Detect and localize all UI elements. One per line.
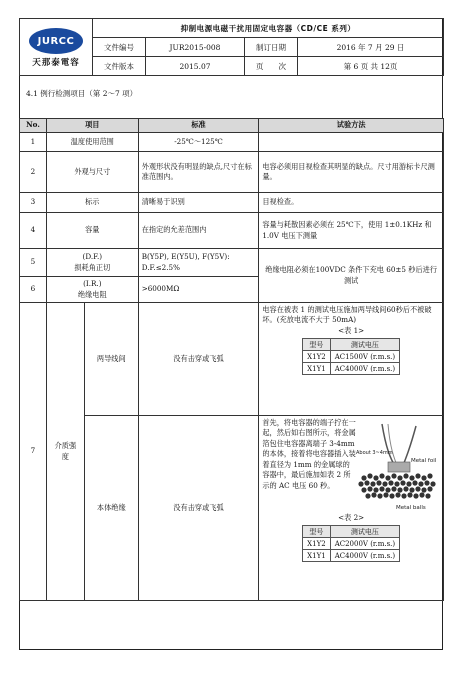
sub-header: 测试电压	[330, 339, 399, 351]
foil-band	[388, 462, 410, 472]
row-standard: 没有击穿或飞弧	[138, 303, 259, 416]
row-item-line: 损耗角正切	[74, 262, 111, 272]
row-no: 1	[20, 133, 47, 152]
sub-cell: AC4000V (r.m.s.)	[330, 363, 399, 375]
date-value: 2016 年 7 月 29 日	[298, 38, 444, 57]
metal-foil-diagram	[356, 418, 440, 513]
row-method: 目视检查。	[259, 193, 444, 213]
row-item	[46, 249, 138, 277]
label-about: About 3~4mm	[356, 450, 393, 456]
sub-cell: X1Y2	[303, 538, 331, 550]
row-standard: >6000MΩ	[138, 277, 259, 303]
page-label: 页 次	[245, 57, 298, 76]
header-standard: 标准	[138, 119, 259, 133]
row-no: 6	[20, 277, 47, 303]
sub-cell: AC1500V (r.m.s.)	[330, 351, 399, 363]
row-no: 5	[20, 249, 47, 277]
row-item-line: (D.F.)	[82, 252, 103, 262]
date-label: 制订日期	[245, 38, 298, 57]
page-value: 第 6 页 共 12页	[298, 57, 444, 76]
section-title: 4.1 例行检测项目（第 2～7 项）	[26, 89, 138, 98]
row-item-line: (I.R.)	[83, 279, 102, 289]
row-method	[259, 416, 444, 601]
row-method: 容量与耗散因素必须在 25℃下，使用 1±0.1KHz 和 1.0V 电压下测量	[259, 213, 444, 249]
header-item: 项目	[46, 119, 138, 133]
sub-header: 型号	[303, 526, 331, 538]
row-standard: 外观形状没有明显的缺点,尺寸在标准范围内。	[138, 152, 259, 193]
label-metal-balls: Metal balls	[396, 505, 426, 511]
version-value: 2015.07	[146, 57, 245, 76]
row-item: 外观与尺寸	[46, 152, 138, 193]
table-row	[20, 303, 444, 416]
sub-cell: X1Y1	[303, 550, 331, 562]
row-item	[46, 277, 138, 303]
sub-item-label: 本体绝缘	[84, 416, 138, 601]
row-standard: 清晰易于识别	[138, 193, 259, 213]
version-label: 文件版本	[93, 57, 146, 76]
row-method	[259, 133, 444, 152]
row-standard	[138, 249, 259, 277]
row-item: 标示	[46, 193, 138, 213]
document-header	[19, 18, 444, 76]
table-row	[20, 152, 444, 193]
label-metal-foil: Metal foil	[411, 458, 437, 464]
row-standard-line: B(Y5P), E(Y5U), F(Y5V):	[141, 252, 230, 262]
row-no: 2	[20, 152, 47, 193]
sub-cell: X1Y2	[303, 351, 331, 363]
table-row	[20, 193, 444, 213]
row-standard-line: D.F.≤2.5%	[141, 262, 180, 272]
company-name: 天那泰電容	[32, 58, 80, 68]
table-row	[20, 249, 444, 277]
method-text: 首先，将电容器的端子拧在一起，然后如右图所示，将金属箔包住电容器离端子 3-4mm 的本体，接着将电容器插入装着直径为 1mm 的金属球的容器中，最后施加如表 2 所示的 AC 电压 60 秒。	[262, 418, 356, 490]
row-method: 绝缘电阻必须在100VDC 条件下充电 60±5 秒后进行测试	[259, 249, 444, 303]
voltage-table-1	[302, 338, 400, 375]
row-no: 3	[20, 193, 47, 213]
row-no: 7	[20, 303, 47, 601]
header-method: 试验方法	[259, 119, 444, 133]
logo-cell	[20, 19, 93, 76]
table-caption: <表 2>	[338, 513, 365, 522]
sub-header: 型号	[303, 339, 331, 351]
sub-item-label: 两导线间	[84, 303, 138, 416]
row-item: 温度使用范围	[46, 133, 138, 152]
row-method	[259, 303, 444, 416]
doc-no-value: JUR2015-008	[146, 38, 245, 57]
company-logo: JURCC	[29, 28, 83, 54]
row-item: 容量	[46, 213, 138, 249]
row-no: 4	[20, 213, 47, 249]
sub-cell: X1Y1	[303, 363, 331, 375]
sub-header: 测试电压	[330, 526, 399, 538]
row-standard: -25℃～125℃	[138, 133, 259, 152]
table-row	[20, 133, 444, 152]
sub-cell: AC4000V (r.m.s.)	[330, 550, 399, 562]
document-page	[19, 18, 443, 650]
table-caption: <表 1>	[338, 325, 365, 335]
row-item: 介质强度	[46, 303, 84, 601]
row-standard: 没有击穿或飞弧	[138, 416, 259, 601]
row-standard: 在指定的允差范围内	[138, 213, 259, 249]
voltage-table-2	[302, 525, 400, 562]
sub-cell: AC2000V (r.m.s.)	[330, 538, 399, 550]
table-header-row	[20, 119, 444, 133]
inspection-table	[19, 118, 444, 601]
metal-balls	[358, 473, 435, 498]
table-row	[20, 213, 444, 249]
doc-no-label: 文件编号	[93, 38, 146, 57]
method-text: 电容在被表 1 的测试电压施加两导线间60秒后不被破坏。(充放电流不大于 50mA)	[262, 305, 432, 325]
header-no: No.	[20, 119, 47, 133]
row-item-line: 绝缘电阻	[77, 289, 107, 299]
row-method: 电容必须用目视检查其明显的缺点。尺寸用游标卡尺测量。	[259, 152, 444, 193]
document-title: 抑制电源电磁干扰用固定电容器（CD/CE 系列）	[93, 19, 444, 38]
